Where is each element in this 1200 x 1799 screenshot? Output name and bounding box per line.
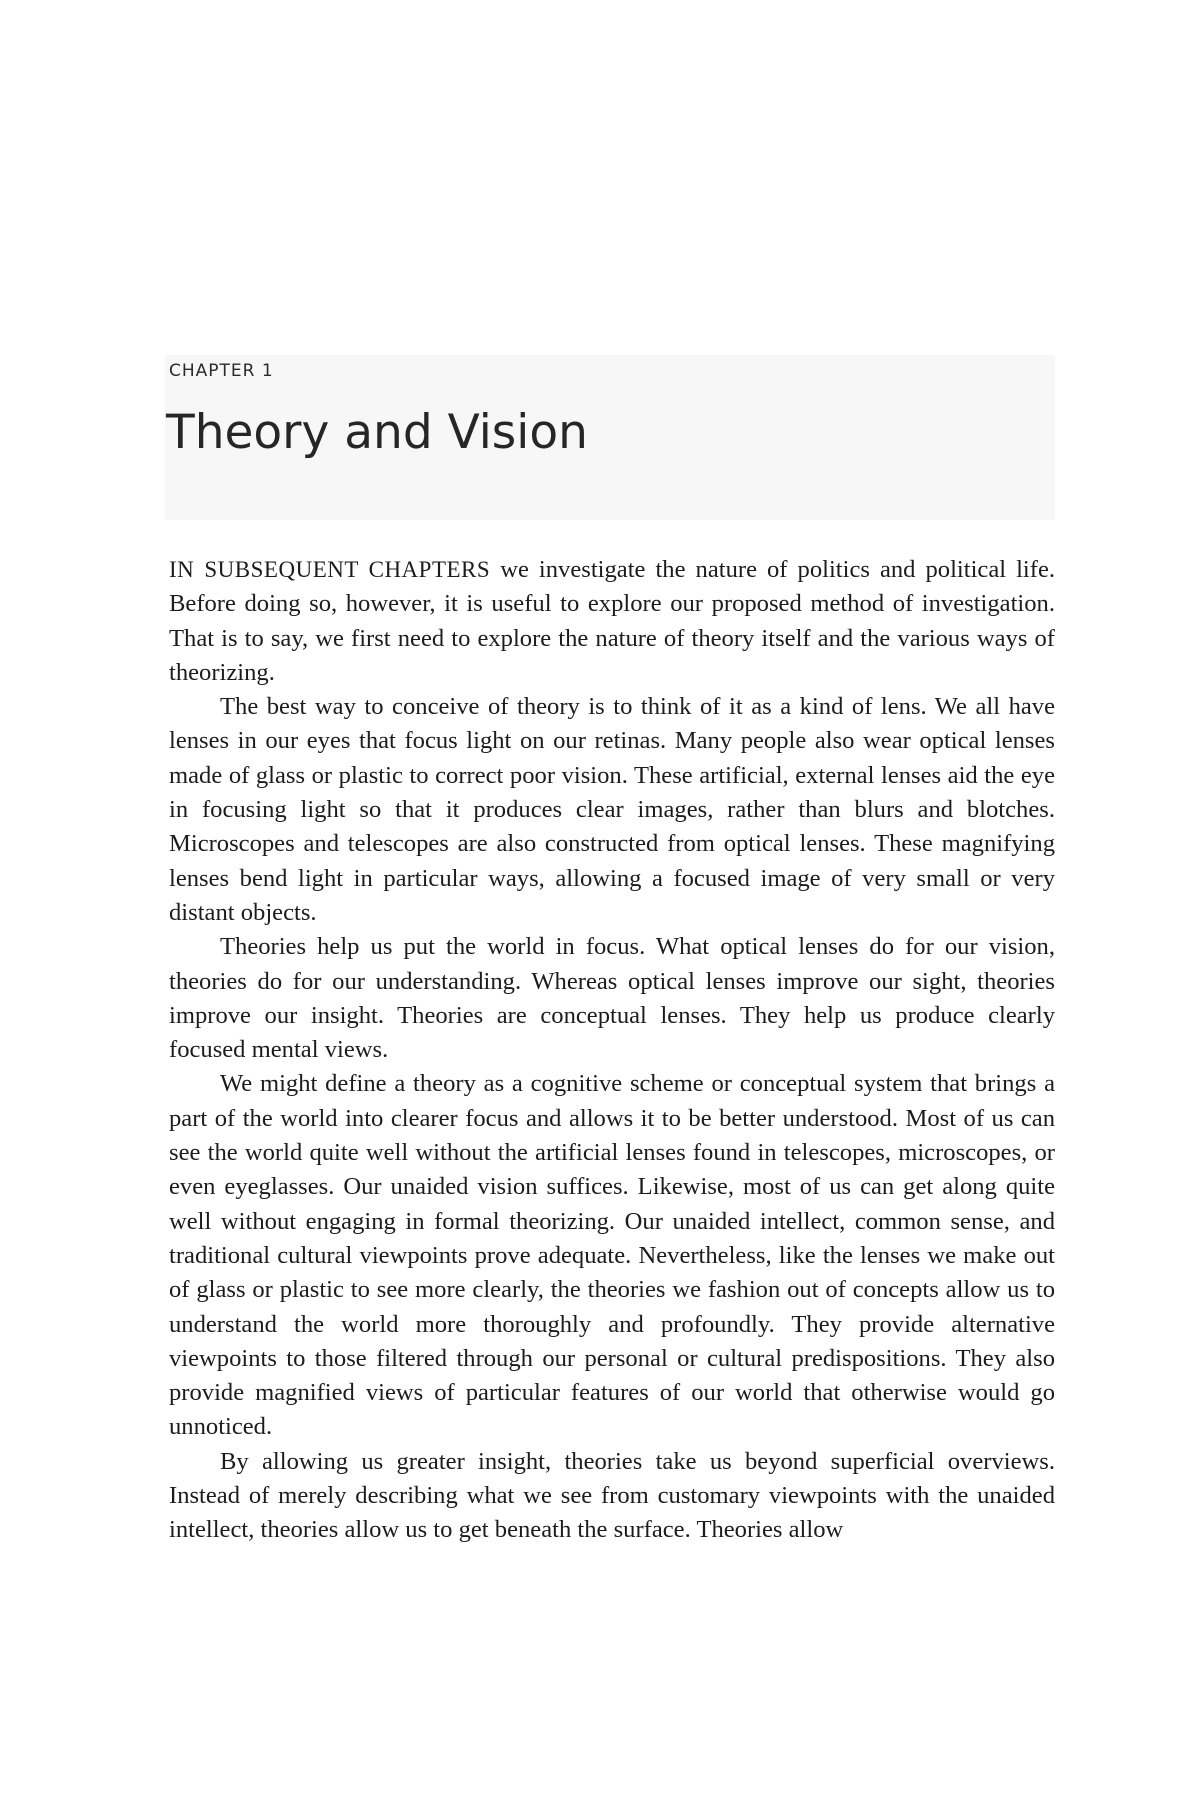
chapter-title: Theory and Vision [166, 405, 588, 460]
paragraph-4: We might define a theory as a cognitive scheme or conceptual system that brings a part of the world into clearer focus and allows it to be better understood. Most of us can see the world quite well without the artificial lenses found in telescopes, microscopes, or even eyeglasses. Our unaided vision suffices. Likewise, most of us can get along quite well without engaging in formal theorizing. Our unaided intellect, common sense, and traditional cultural viewpoints prove adequate. Nevertheless, like the lenses we make out of glass or plastic to see more clearly, the theories we fashion out of concepts allow us to understand the world more thoroughly and profoundly. They provide alternative viewpoints to those filtered through our personal or cultural predispositions. They also provide magnified views of particular features of our world that otherwise would go unnoticed. [169, 1070, 1055, 1441]
paragraph-5: By allowing us greater insight, theories take us beyond superficial overviews. Instead of merely describing what we see from customary viewpoints with the unaided intellect, theories allow us to get beneath the surface. Theories allow [169, 1447, 1055, 1544]
paragraph-2: The best way to conceive of theory is to think of it as a kind of lens. We all have lenses in our eyes that focus light on our retinas. Many people also wear optical lenses made of glass or plastic to correct poor vision. These artificial, external lenses aid the eye in focusing light so that it produces clear images, rather than blurs and blotches. Microscopes and telescopes are also constructed from optical lenses. These magnifying lenses bend light in particular ways, allowing a focused image of very small or very distant objects. [169, 693, 1055, 926]
chapter-label: CHAPTER 1 [169, 361, 274, 381]
paragraph-1-text: we investigate the nature of politics and political life. Before doing so, however, it is useful to explore our proposed method of investigation. That is to say, we first need to explore the nature of theory itself and the various ways of theorizing. [169, 556, 1056, 686]
paragraph-3: Theories help us put the world in focus. What optical lenses do for our vision, theories do for our understanding. Whereas optical lenses improve our sight, theories improve our insight. Theories are conceptual lenses. They help us produce clearly focused mental views. [169, 933, 1055, 1064]
paragraph-1 [169, 553, 1055, 690]
opening-smallcaps: IN SUBSEQUENT CHAPTERS [169, 557, 491, 582]
chapter-header [165, 355, 1055, 520]
chapter-body [169, 553, 1055, 1548]
